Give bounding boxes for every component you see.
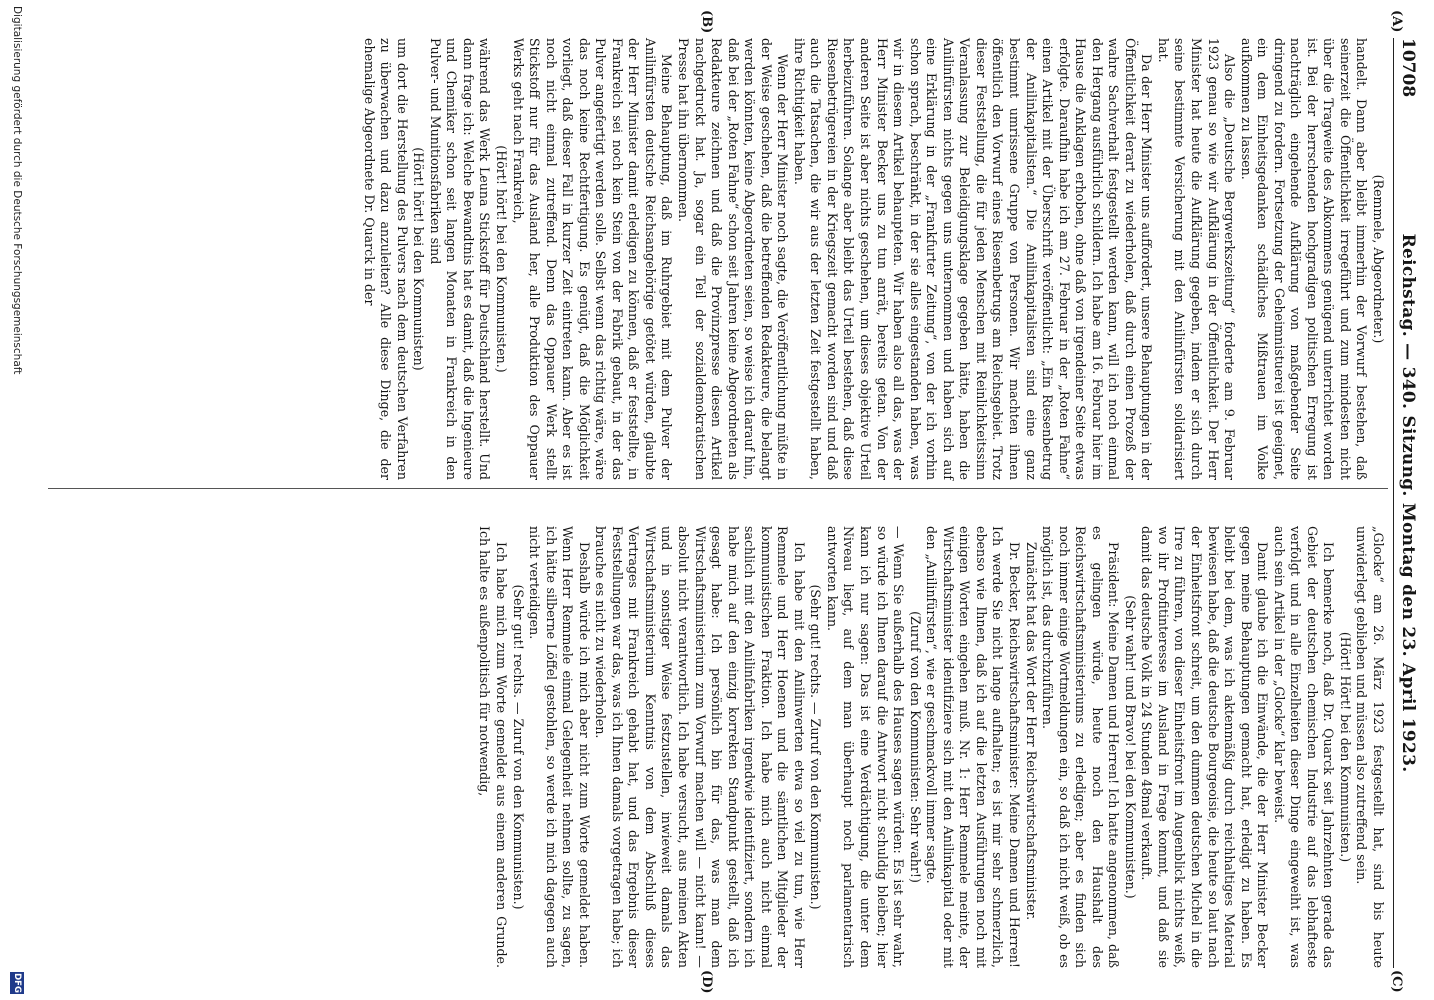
digitization-footer [4,0,26,1000]
paragraph: handelt. Dann aber bleibt immerhin der Vorwurf bestehen, daß seinerzeit die Öffentlichkeit irregeführt und zum mindesten nicht über die Tragweite des Abkommens genügend unterrichtet worden ist. Bei der herrschenden hochgradigen politischen Erregung ist nachträglich eingehende Aufklärung von maßgebender Seite dringend zu fordern. Fortsetzung der Geheimnistuerei ist geeignet, ein dem Einheitsgedanken schädliches Mißtrauen im Volke aufkommen zu lassen. [1238,38,1370,480]
paragraph: Zunächst hat das Wort der Herr Reichswirtschaftsminister. [1023,542,1039,921]
page-number: 10708 [1398,38,1418,98]
paragraph: Also die „Deutsche Bergwerkszeitung“ forderte am 9. Februar 1923 genau so wie wir Aufklärung in der Öffentlichkeit. Der Herr Minister hat heute die Aufklärung gegeben, indem er sich durch seine bestimmte Versicherung mit den Anilinfürsten solidarisiert hat. [1155,38,1238,480]
paragraph: während das Werk Leuna Stickstoff für Deutschland herstellt. Und dann frage ich: Welche Bewandtnis hat es damit, daß die Ingenieure und Chemiker schon seit langen Monaten in Frankreich in den Pulver- und Munitionsfabriken sind [427,38,493,480]
paragraph: Dr. Becker, Reichswirtschaftsminister: Meine Damen und Herren! Ich werde Sie nicht lange aufhalten; es ist mir sehr schmerzlich, ebenso wie Ihnen, daß ich auf die letzten Ausführungen noch mit einigen Worten eingehen muß. Nr. 1: Herr Remmele meinte, der Wirtschaftsminister identifiziere sich mit den Anilinkapital oder mit den „Anilinfürsten“, wie er geschmackvoll immer sagte. [924,526,1022,968]
margin-marker-d: (D) [699,970,714,994]
paragraph: „Glocke“ am 26. März 1923 festgestellt hat, sind bis heute unwiderlegt geblieben und müssen also zutreffend sein. [1354,526,1386,968]
paragraph: Wenn der Herr Minister noch sagte, die Veröffentlichung müßte in der Weise geschehen, daß die betreffenden Redakteure, die belangt werden könnten, keine Abgeordneten seien, so weise ich darauf hin, daß bei der „Roten Fahne“ schon seit Jahren keine Abgeordneten als Redakteure zeichnen und daß die Provinzpresse diesen Artikel nachgedruckt hat. Ja, sogar ein Teil der sozialdemokratischen Presse hat ihn übernommen. [676,38,791,480]
paragraph: Ich habe mit den Anilinwerten etwa so viel zu tun, wie Herr Remmele und Herr Hoenen und die sämtlichen Mitglieder der kommunistischen Fraktion. Ich habe mich auch nicht einmal sachlich mit den Anilinfabriken irgendwie identifiziert, sondern ich habe mich auf den einzig korrekten Standpunkt gestellt, daß ich gesagt habe: Ich persönlich bin für das, was man dem Wirtschaftsministerium zum Vorwurf machen will — nicht kann! — absolut nicht verantwortlich. Ich habe versucht, aus meinen Akten und in sonstiger Weise festzustellen, inwieweit damals das Wirtschaftsministerium Kenntnis von dem Abschluß dieses Vertrages mit Frankreich gehabt hat, und das Ergebnis dieser Feststellungen war das, was ich Ihnen damals vorgetragen habe; ich brauche es nicht zu wiederholen. [593,526,807,968]
interjection: (Hört! hört! bei den Kommunisten) [411,147,427,371]
interjection: (Hört! Hört! bei den Kommunisten.) [1337,631,1353,863]
margin-marker-b: (B) [699,10,714,34]
page-header [1393,38,1424,968]
right-text-column [476,526,1386,968]
margin-marker-c: (C) [1389,970,1404,993]
paragraph: — Wenn Sie außerhalb des Hauses sagen würden: Es ist sehr wahr, so würde ich Ihnen darauf die Antwort nicht schuldig bleiben; hier kann ich nur sagen: Das ist eine Verdächtigung, die unter dem Niveau liegt, auf dem man überhaupt noch parlamentarisch antworten kann. [824,526,907,968]
paragraph: Meine Behauptung, daß im Ruhrgebiet mit dem Pulver der Anilinfürsten deutsche Reichsangehörige getötet würden, glaubte der Herr Minister damit erledigen zu können, daß er feststellte, in Frankreich sei noch kein Stein von der Fabrik gebaut, in der das Pulver angefertigt werden solle. Selbst wenn das richtig wäre, wäre das noch keine Rechtfertigung. Es genügt, daß die Möglichkeit vorliegt, daß dieser Fall in kurzer Zeit eintreten kann. Aber es ist noch nicht einmal zutreffend. Denn das Oppauer Werk stellt Stickstoff nur für das Ausland her, alle Produktion des Oppauer Werks geht nach Frankreich, [510,38,675,480]
paragraph: Deshalb würde ich mich aber nicht zum Worte gemeldet haben. Wenn Herr Remmele einmal Gelegenheit nehmen sollte, zu sagen, ich hätte silberne Löffel gestohlen, so werde ich mich dagegen auch nicht verteidigen. [527,526,592,968]
interjection: (Sehr wahr! und Bravo! bei den Kommunisten.) [1122,595,1138,899]
interjection: (Zuruf von den Kommunisten: Sehr wahr!) [907,611,923,883]
paragraph: Ich bemerke noch, daß Dr. Quarck seit Jahrzehnten gerade das Gebiet der deutschen chemischen Industrie auf das lebhafteste verfolgt und in alle Einzelheiten dieser Dinge eingeweiht ist, was auch sein Artikel in der „Glocke“ klar beweist. [1271,526,1337,968]
margin-marker-a: (A) [1389,10,1404,33]
dfg-logo: DFG [12,973,22,993]
interjection: (Sehr gut! rechts. — Zuruf von den Kommunisten.) [510,584,526,910]
column-divider [48,488,1388,489]
left-text-column [360,38,1386,480]
page-title: Reichstag. — 340. Sitzung. Montag den 23. April 1923. [1398,233,1418,773]
footer-credit: Digitalisierung gefördert durch die Deutsche Forschungsgemeinschaft [11,6,23,375]
paragraph: Damit glaube ich die Einwände, die der Herr Minister Becker gegen meine Behauptungen gemacht hat, erledigt zu haben. Es bleibt bei dem, was ich aktenmäßig durch reichhaltiges Material bewiesen habe, daß die deutsche Bourgeoisie, die heute so laut nach der Einheitsfront schreit, um den dummen deutschen Michel in die Irre zu führen, von dieser Einheitsfront im Augenblick nichts weiß, wo ihr Profitinteresse im Ausland in Frage kommt, und daß sie damit das deutsche Volk in 24 Stunden 48mal verkauft. [1139,526,1271,968]
interjection: (Hört! hört! bei den Kommunisten.) [494,145,510,373]
paragraph: Präsident: Meine Damen und Herren! Ich hatte angenommen, daß es gelingen würde, heute noch den Haushalt des Reichswirtschaftsministeriums zu erledigen; aber es finden sich noch immer einige Wortmeldungen ein, so daß ich nicht weiß, ob es möglich ist, das durchzuführen. [1040,526,1122,968]
paragraph: Ich habe mich zum Worte gemeldet aus einem anderen Grunde. Ich halte es außenpolitisch für notwendig, [477,526,510,968]
interjection: (Sehr gut! rechts. — Zuruf von den Kommunisten.) [808,584,824,910]
paragraph: um dort die Herstellung des Pulvers nach dem deutschen Verfahren zu überwachen und dazu anzuleiten? Alle diese Dinge, die der ehemalige Abgeordnete Dr. Quarck in der [361,38,410,480]
paragraph: Da der Herr Minister uns auffordert, unsere Behauptungen in der Öffentlichkeit derart zu wiederholen, daß durch einen Prozeß der wahre Sachverhalt festgestellt werden kann, will ich noch einmal den Hergang ausführlich schildern. Ich habe am 16. Februar hier im Hause die Anklagen erhoben, ohne daß von irgendeiner Seite etwas erfolgte. Daraufhin habe ich am 27. Februar in der „Roten Fahne“ einen Artikel mit der Überschrift veröffentlicht: „Ein Riesenbetrug der Anilinkapitalisten.“ Die Anilinkapitalisten sind eine ganz bestimmt umrissene Gruppe von Personen. Wir machten ihnen öffentlich den Vorwurf eines Riesenbetrugs am Reichsgebiet. Trotz dieser Feststellung, die für jeden Menschen mit Reinlichkeitssinn Veranlassung zur Beleidigungsklage gegeben hätte, haben die Anilinfürsten nichts gegen uns unternommen und haben sich auf eine Erklärung in der „Frankfurter Zeitung“, von der ich vorhin schon sprach, beschränkt, in der sie alles eingestanden haben, was wir in diesem Artikel behaupteten. Wir haben also all das, was der Herr Minister Becker uns zu tun anrät, bereits getan. Von der anderen Seite ist aber nichts geschehen, um dieses objektive Urteil herbeizuführen. Solange aber bleibt das Urteil bestehen, daß diese Riesenbetrügereien in der Kriegszeit gemacht worden sind und daß auch die Tatsachen, die wir aus der letzten Zeit festgestellt haben, ihre Richtigkeit haben. [791,38,1155,480]
speaker-heading: (Remmele, Abgeordneter.) [1371,174,1386,344]
